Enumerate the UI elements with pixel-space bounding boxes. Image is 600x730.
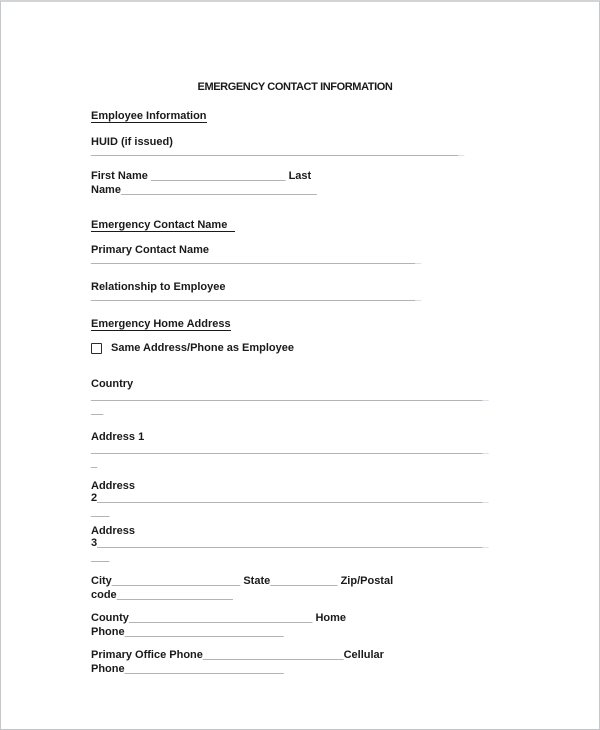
city-fill-line: _____________________ — [111, 575, 241, 587]
fill-line: _____________________________________________________ — [91, 253, 416, 265]
relationship-label: Relationship to Employee — [91, 281, 226, 293]
state-fill-line: ___________ — [270, 575, 338, 587]
fill-line-tail: _ — [458, 145, 465, 157]
office-cellular-row — [91, 648, 384, 662]
clipped-bottom-row — [1, 662, 599, 675]
address2-label: Address — [91, 480, 136, 492]
fill-line: _ — [91, 457, 98, 469]
fill-line: ___ — [91, 506, 110, 518]
fill-line: ___ — [91, 551, 110, 563]
relationship-fill-line — [91, 289, 421, 303]
address3-fill-line-wrap — [91, 550, 109, 564]
code-fill-line: ___________________ — [116, 589, 233, 601]
home-label: Home — [312, 612, 347, 624]
section-heading-text: Emergency Contact Name — [91, 219, 235, 232]
home-phone-row — [91, 625, 284, 639]
city-label: City — [91, 575, 112, 587]
section-heading-emergency-home-address — [91, 317, 231, 331]
address3-number: 3 — [91, 537, 98, 549]
code-label: code — [91, 589, 117, 601]
fill-line-tail: _ — [482, 443, 489, 455]
section-heading-employee-information — [91, 109, 207, 123]
county-label: County — [91, 612, 129, 624]
fill-line-tail: _ — [482, 390, 489, 402]
address3-row — [91, 536, 489, 550]
first-name-fill-line: ______________________ — [150, 170, 286, 182]
name-label: Name — [91, 184, 121, 196]
fill-line: __ — [91, 404, 104, 416]
last-name-row — [91, 183, 317, 197]
state-label: State — [240, 575, 271, 587]
fill-line: _______________________________________________________________ — [97, 537, 483, 549]
fill-line-tail: _ — [482, 537, 489, 549]
huid-fill-line — [91, 144, 464, 158]
address2-row — [91, 491, 489, 505]
country-fill-line-wrap — [91, 403, 103, 417]
clipped-phone-label: Phone — [91, 663, 125, 675]
primary-contact-fill-line — [91, 252, 421, 266]
address1-label: Address 1 — [91, 431, 145, 443]
country-fill-line — [91, 389, 489, 403]
same-address-checkbox[interactable] — [91, 343, 102, 354]
phone-fill-line: __________________________ — [124, 626, 284, 638]
county-fill-line: ______________________________ — [128, 612, 313, 624]
first-name-row — [91, 169, 311, 183]
address2-fill-line-wrap — [91, 505, 109, 519]
phone-label: Phone — [91, 626, 125, 638]
fill-line: _______________________________________________________________ — [97, 492, 483, 504]
cellular-label: Cellular — [343, 649, 384, 661]
cellular-phone-row-clipped — [91, 662, 284, 676]
huid-label: HUID (if issued) — [91, 136, 173, 148]
clipped-fill-line: __________________________ — [124, 663, 284, 675]
section-heading-emergency-contact-name — [91, 218, 235, 232]
same-address-checkbox-label: Same Address/Phone as Employee — [111, 342, 294, 354]
zip-postal-label: Zip/Postal — [337, 575, 394, 587]
last-name-label: Last — [285, 170, 312, 182]
fill-line: ________________________________________________________________ — [91, 390, 483, 402]
city-state-zip-row — [91, 574, 393, 588]
first-name-label: First Name — [91, 170, 151, 182]
address1-fill-line-wrap — [91, 456, 97, 470]
primary-office-phone-label: Primary Office Phone — [91, 649, 203, 661]
fill-line: ________________________________________________________________ — [91, 443, 483, 455]
section-heading-text: Employee Information — [91, 110, 207, 122]
primary-contact-name-label: Primary Contact Name — [91, 244, 209, 256]
address3-label: Address — [91, 525, 136, 537]
fill-line-tail: _ — [482, 492, 489, 504]
fill-line: _____________________________________________________ — [91, 290, 416, 302]
postal-code-row — [91, 588, 233, 602]
section-heading-text: Emergency Home Address — [91, 318, 231, 330]
address2-number: 2 — [91, 492, 98, 504]
county-home-row — [91, 611, 346, 625]
country-label: Country — [91, 378, 134, 390]
page-title: EMERGENCY CONTACT INFORMATION — [197, 81, 393, 93]
name-fill-line: ________________________________ — [120, 184, 317, 196]
fill-line-tail: _ — [415, 253, 422, 265]
fill-line: ____________________________________________________________ — [91, 145, 459, 157]
office-fill-line: _______________________ — [202, 649, 344, 661]
address1-fill-line — [91, 442, 489, 456]
fill-line-tail: _ — [415, 290, 422, 302]
